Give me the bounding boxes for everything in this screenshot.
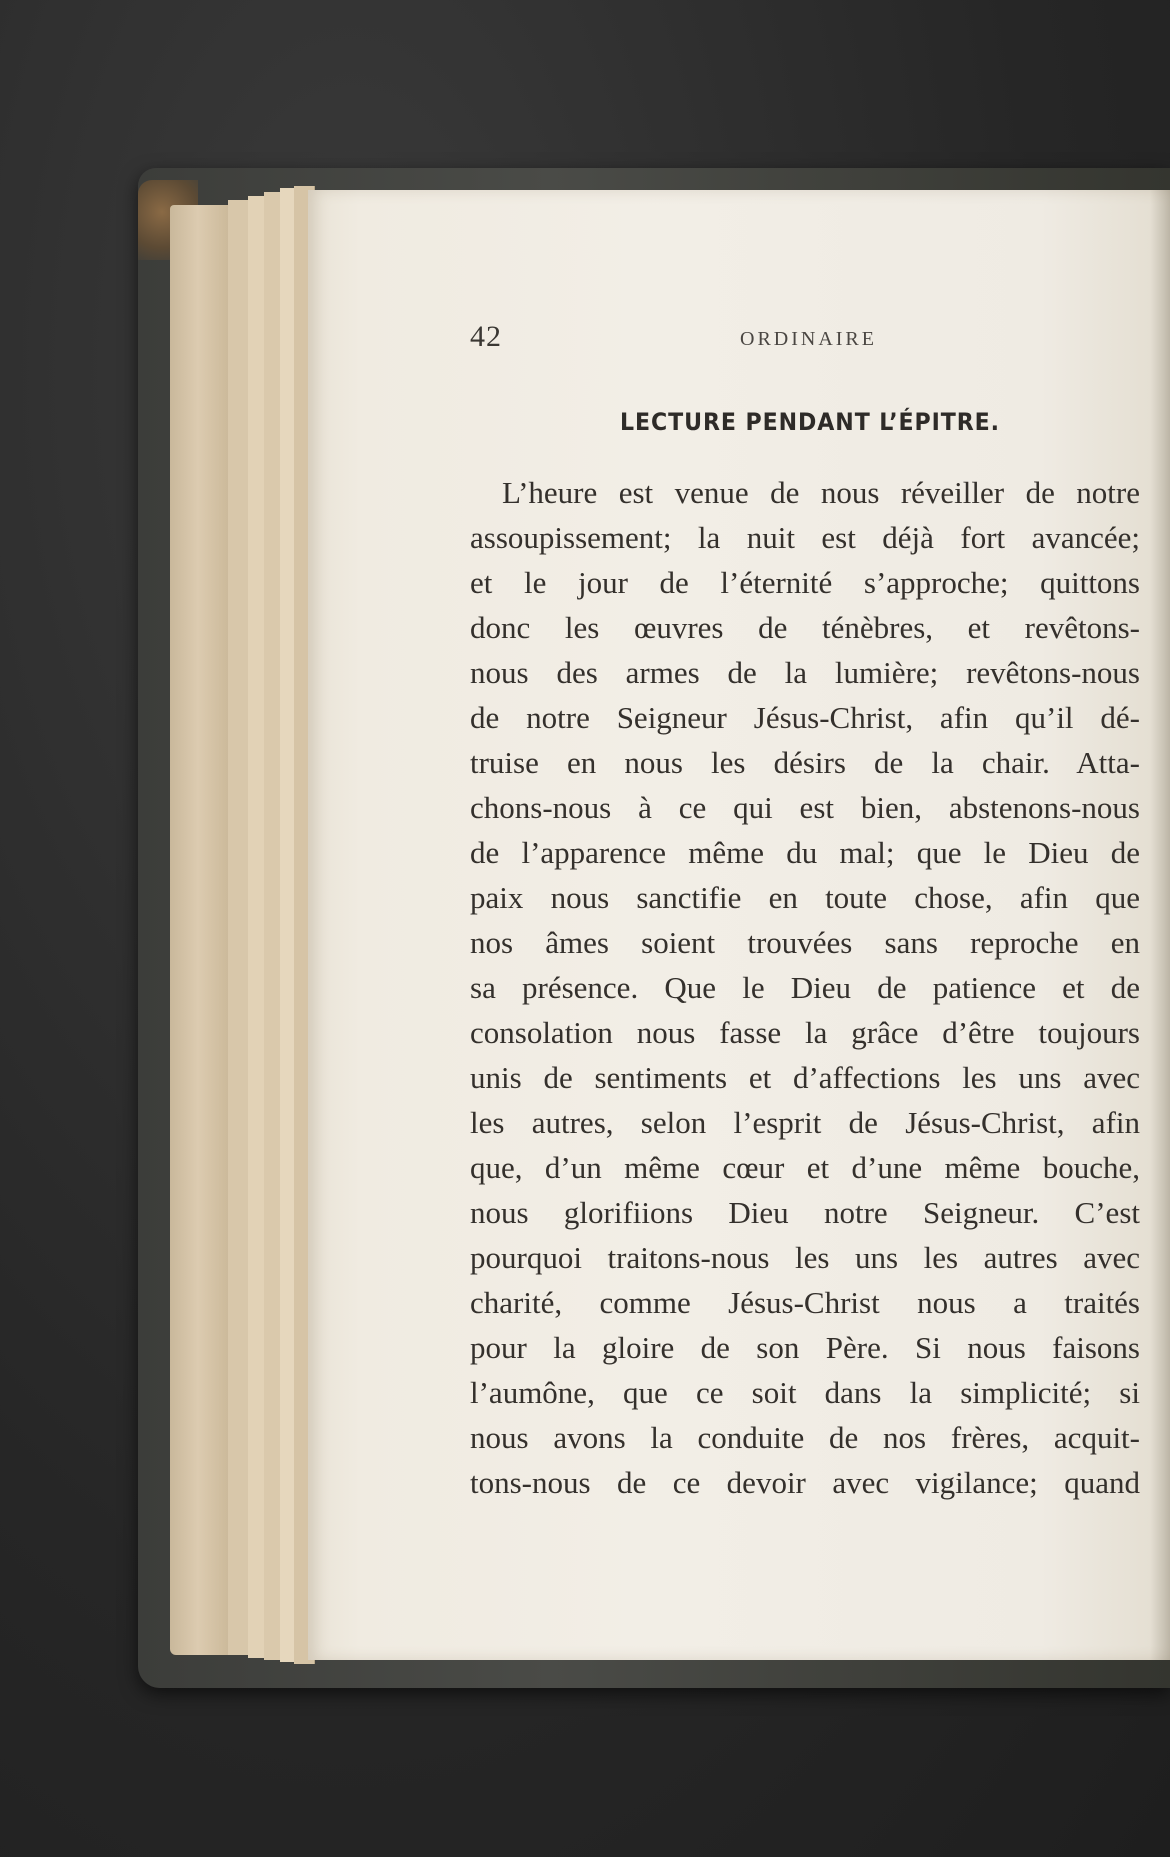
text-line: nous des armes de la lumière; revêtons-nous: [470, 655, 1140, 690]
text-line: que, d’un même cœur et d’une même bouche,: [470, 1150, 1140, 1185]
text-line: et le jour de l’éternité s’approche; quittons: [470, 565, 1140, 600]
text-line: assoupissement; la nuit est déjà fort avancée;: [470, 520, 1140, 555]
text-line: pourquoi traitons-nous les uns les autres avec: [470, 1240, 1140, 1275]
page-header: [470, 320, 1150, 360]
text-line: donc les œuvres de ténèbres, et revêtons-: [470, 610, 1140, 645]
text-line: les autres, selon l’esprit de Jésus-Christ, afin: [470, 1105, 1140, 1140]
text-line: de notre Seigneur Jésus-Christ, afin qu’il dé-: [470, 700, 1140, 735]
text-line: pour la gloire de son Père. Si nous faisons: [470, 1330, 1140, 1365]
text-line: charité, comme Jésus-Christ nous a traités: [470, 1285, 1140, 1320]
text-line: nous avons la conduite de nos frères, acquit-: [470, 1420, 1140, 1455]
text-line: chons-nous à ce qui est bien, abstenons-nous: [470, 790, 1140, 825]
text-line: de l’apparence même du mal; que le Dieu de: [470, 835, 1140, 870]
page-gutter-shadow: [1150, 190, 1170, 1660]
text-line: L’heure est venue de nous réveiller de notre: [502, 475, 1140, 510]
text-line: sa présence. Que le Dieu de patience et de: [470, 970, 1140, 1005]
text-line: paix nous sanctifie en toute chose, afin que: [470, 880, 1140, 915]
body-text: [470, 470, 1140, 1505]
page-number: 42: [470, 320, 502, 353]
text-line: nous glorifiions Dieu notre Seigneur. C’est: [470, 1195, 1140, 1230]
text-line: consolation nous fasse la grâce d’être toujours: [470, 1015, 1140, 1050]
text-line: nos âmes soient trouvées sans reproche en: [470, 925, 1140, 960]
section-title: LECTURE PENDANT L’ÉPITRE.: [620, 408, 1000, 436]
running-title: ORDINAIRE: [740, 328, 877, 350]
text-line: l’aumône, que ce soit dans la simplicité; si: [470, 1375, 1140, 1410]
text-line: truise en nous les désirs de la chair. Atta-: [470, 745, 1140, 780]
text-line: unis de sentiments et d’affections les uns avec: [470, 1060, 1140, 1095]
text-line: tons-nous de ce devoir avec vigilance; quand: [470, 1465, 1140, 1500]
